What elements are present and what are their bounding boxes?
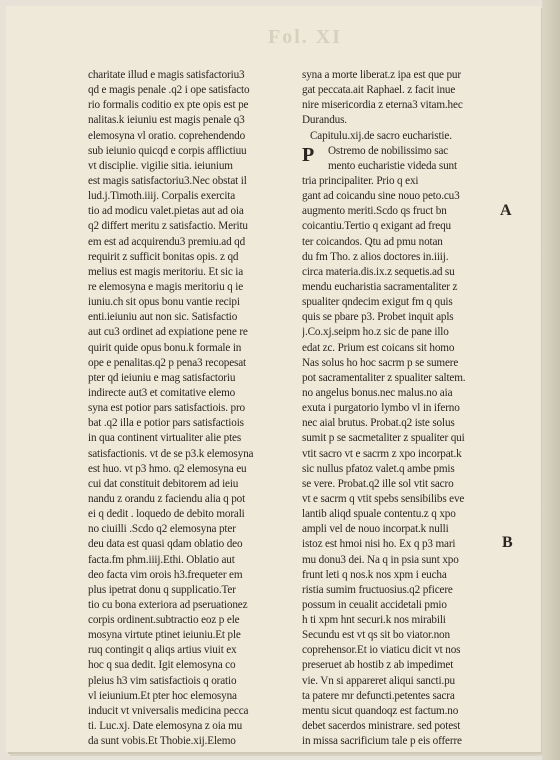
text-line: est huo. vt p3 hmo. q2 elemosyna eu <box>88 462 247 475</box>
text-line: gat peccata.ait Raphael. z facit inue <box>302 84 456 97</box>
text-line: sumit p se sacmetaliter z spualiter qui <box>302 432 465 445</box>
text-line: nandu z orandu z faciendu alia q pot <box>88 492 246 505</box>
text-line: pter qd ieiuniu e mag satisfactoriu <box>88 371 236 384</box>
text-line: sub ieiunio quicqd e corpis afflictiuu <box>88 144 247 157</box>
text-line: deu data est quasi qdam oblatio deo <box>88 538 243 551</box>
text-line: ei q dedit . loquedo de debito morali <box>88 508 245 521</box>
text-line: bat .q2 illa e potior pars satisfactiois <box>88 417 244 430</box>
text-line: no ciuilli .Scdo q2 elemosyna pter <box>88 523 236 536</box>
text-line: lud.j.Timoth.iiij. Corpalis exercita <box>88 190 236 203</box>
text-line: tio ad modicu valet.pietas aut ad oia <box>88 205 244 218</box>
text-line: se vere. Probat.q2 ille sol vtit sacro <box>302 477 454 490</box>
text-line: pleius h3 vim satisfactiois q oratio <box>88 674 237 687</box>
text-line: in qua continent virtualiter alie ptes <box>88 432 242 445</box>
text-line: vt e sacrm q vtit spebs sensibilibs eve <box>302 492 465 505</box>
text-line: ta patere mr defuncti.petentes sacra <box>302 689 455 702</box>
text-line: mosyna virtute ptinet ieiuniu.Et ple <box>88 629 241 642</box>
text-line: frunt leti q nos.k nos xpm i eucha <box>302 568 447 581</box>
text-line: mendu eucharistia sacramentaliter z <box>302 280 458 293</box>
text-line: ampli vel de nouo incorpat.k nulli <box>302 523 449 536</box>
text-line: ti. Luc.xj. Date elemosyna z oia mu <box>88 720 243 733</box>
text-line: rio formalis coditio ex pte opis est pe <box>88 99 249 112</box>
text-line: preseruet ab hostib z ab impedimet <box>302 659 454 672</box>
text-line: debet sacerdos ministrare. sed potest <box>302 720 461 733</box>
text-line: augmento meriti.Scdo qs fruct bn <box>302 205 447 218</box>
text-line: q2 differt meritu z satisfactio. Meritu <box>88 220 248 233</box>
margin-mark-b: B <box>502 534 513 551</box>
text-line: in missa sacrificium tale p eis offerre <box>302 735 462 748</box>
text-line: mu donu3 dei. Na q in psia sunt xpo <box>302 553 459 566</box>
text-line: melius est magis meritoriu. Et sic ia <box>88 265 244 278</box>
text-line: sic nullus pfatoz valet.q ambe pmis <box>302 462 455 475</box>
left-text-column <box>88 68 290 749</box>
right-text-column <box>302 68 502 749</box>
text-line: no angelus bonus.nec malus.no aia <box>302 386 453 399</box>
text-line: lantib aliqd spuale contentu.z q xpo <box>302 508 456 521</box>
text-line: ter coicandos. Qtu ad pmu notan <box>302 235 443 248</box>
text-line: tria principaliter. Prio q exi <box>302 174 419 187</box>
page-edge <box>542 0 560 760</box>
text-line: exuta i purgatorio lymbo vl in iferno <box>302 402 460 415</box>
text-line: Secundu est vt qs sit bo viator.non <box>302 629 450 642</box>
text-line: facta.fm phm.iiij.Ethi. Oblatio aut <box>88 553 235 566</box>
text-line: ristia sumim fructuosius.q2 pficere <box>302 583 453 596</box>
text-line: cui dat constituit debitorem ad ieiu <box>88 477 239 490</box>
text-line: qd e magis penale .q2 i ope satisfacto <box>88 84 250 97</box>
text-line: mento eucharistie videda sunt <box>328 159 457 172</box>
text-line: istoz est hmoi nisi ho. Ex q p3 mari <box>302 538 456 551</box>
text-line: j.Co.xj.seipm ho.z sic de pane illo <box>302 326 449 339</box>
text-line: syna a morte liberat.z ipa est que pur <box>302 69 461 81</box>
text-line: vtit sacro vt e sacrm z xpo incorpat.k <box>302 447 462 460</box>
text-line: pot sacramentaliter z spualiter saltem. <box>302 371 466 384</box>
running-head: Fol. XI <box>268 26 342 48</box>
text-line: quis se pbare p3. Probet inquit apls <box>302 311 454 324</box>
text-line: syna est potior pars satisfactiois. pro <box>88 402 245 415</box>
text-line: inducit vt vniversalis medicina pecca <box>88 704 249 717</box>
text-line: circa materia.dis.ix.z sequetis.ad su <box>302 265 455 278</box>
text-line: re elemosyna e magis meritoriu q ie <box>88 280 244 293</box>
text-line: gant ad coicandu sine nouo peto.cu3 <box>302 190 460 203</box>
text-line: quirit quide opus bonu.k formale in <box>88 341 242 354</box>
text-line: edat zc. Prium est coicans sit homo <box>302 341 455 354</box>
text-line: vl ieiunium.Et pter hoc elemosyna <box>88 689 237 702</box>
text-line: indirecte aut3 et comitative elemo <box>88 386 236 399</box>
text-line: tio cu bona exteriora ad pseruationez <box>88 598 248 611</box>
text-line: da sunt vobis.Et Thobie.xij.Elemo <box>88 735 236 748</box>
text-line: vt disciplie. vigilie sitia. ieiunium <box>88 159 233 172</box>
text-line: nire misericordia z eterna3 vitam.hec <box>302 99 463 112</box>
text-line: spualiter qndecim exigut fm q quis <box>302 296 453 309</box>
text-line: coprehensor.Et io viaticu dicit vt nos <box>302 644 461 657</box>
text-line: em est ad acquirendu3 premiu.ad qd <box>88 235 246 248</box>
text-line: nec aial brutus. Probat.q2 iste solus <box>302 417 455 430</box>
text-line: est magis satisfactoriu3.Nec obstat il <box>88 174 247 187</box>
text-line: charitate illud e magis satisfactoriu3 <box>88 69 245 81</box>
text-line: Nas solus ho hoc sacrm p se sumere <box>302 356 459 369</box>
text-line: hoc q sua dedit. Igit elemosyna co <box>88 659 236 672</box>
text-line: possum in ceualit accidetali pmio <box>302 598 447 611</box>
text-line: mentu sicut quandoqz est factum.no <box>302 704 459 717</box>
text-line: elemosyna vl oratio. coprehendendo <box>88 129 246 142</box>
text-line: h ti xpm hnt securi.k nos mirabili <box>302 614 446 627</box>
text-line: Durandus. <box>302 114 347 127</box>
text-line: vie. Vn si appareret aliqui sancti.pu <box>302 674 455 687</box>
text-line: plus ipetrat donu q supplicatio.Ter <box>88 583 236 596</box>
text-line: du fm Tho. z alios doctores in.iiij. <box>302 250 449 263</box>
text-line: ruq contingit q aliqs artius viuit ex <box>88 644 237 657</box>
margin-mark-a: A <box>500 202 512 219</box>
text-line: deo facta vim orois h3.frequeter em <box>88 568 243 581</box>
text-line: aut cu3 ordinet ad expiatione pene re <box>88 326 248 339</box>
text-line: coicantiu.Tertio q exigant ad frequ <box>302 220 451 233</box>
text-line: nalitas.k ieiuniu est magis penale q3 <box>88 114 245 127</box>
text-line: Ostremo de nobilissimo sac <box>328 144 449 157</box>
drop-cap: P <box>302 144 315 166</box>
text-line: ope e penalitas.q2 p pena3 recopesat <box>88 356 246 369</box>
text-line: corpis ordinent.subtractio eoz p ele <box>88 614 240 627</box>
text-line: Capitulu.xij.de sacro eucharistie. <box>310 129 452 142</box>
text-line: requirit z sufficit bonitas opis. z qd <box>88 250 239 263</box>
text-line: iuniu.ch sit opus bonu vantie recipi <box>88 296 240 309</box>
text-line: satisfactionis. vt de se p3.k elemosyna <box>88 447 254 460</box>
text-line: enti.ieiuniu aut non sic. Satisfactio <box>88 311 238 324</box>
